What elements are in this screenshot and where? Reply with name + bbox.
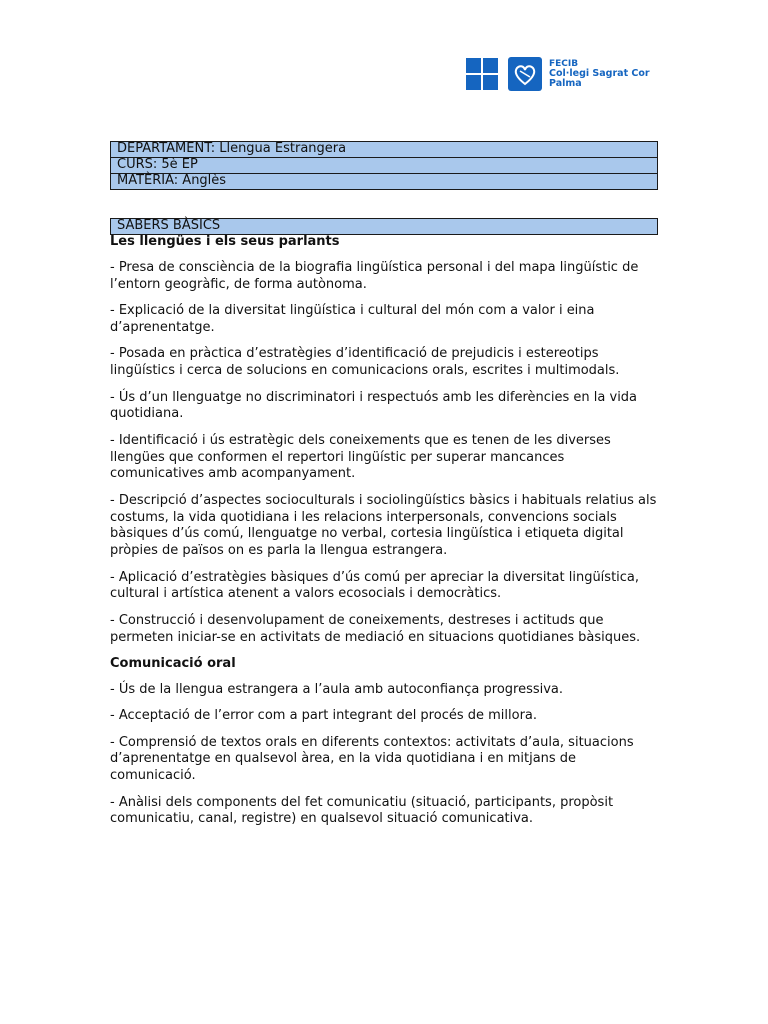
logo-line-fecib: FECIB: [549, 59, 579, 69]
list-item: - Ús d’un llenguatge no discriminatori i respectuós amb les diferències en la vida quotidiana.: [110, 389, 638, 422]
list-item: - Identificació i ús estratègic dels coneixements que es tenen de les diverses llengües que conformen el repertori lingüístic per superar mancances comunicatives amb acompanyament.: [110, 432, 611, 482]
list-item: - Construcció i desenvolupament de coneixements, destreses i actituds que permeten iniciar-se en activitats de mediació en situacions quotidianes bàsiques.: [110, 612, 641, 645]
list-item: - Aplicació d’estratègies bàsiques d’ús comú per apreciar la diversitat lingüística, cultural i artística atenent a valors ecosocials i democràtics.: [110, 569, 640, 602]
list-item: - Posada en pràctica d’estratègies d’identificació de prejudicis i estereotips lingüístics i cerca de solucions en comunicacions orals, escrites i multimodals.: [110, 346, 620, 379]
list-item: - Acceptació de l’error com a part integrant del procés de millora.: [110, 708, 538, 724]
section-title: Comunicació oral: [110, 655, 236, 671]
logo-line-city: Palma: [549, 78, 582, 89]
subject-cell: MATÈRIA: Anglès: [111, 174, 658, 190]
basic-knowledge-label: SABERS BÀSICS: [111, 219, 658, 235]
list-item: - Anàlisi dels components del fet comunicatiu (situació, participants, propòsit comunicatiu, canal, registre) en qualsevol situació comunicativa.: [110, 794, 614, 827]
list-item: - Comprensió de textos orals en diferents contextos: activitats d’aula, situacions d’aprenentatge en qualsevol àrea, en la vida quotidiana i en mitjans de comunicació.: [110, 734, 634, 784]
list-item: - Presa de consciència de la biografia lingüística personal i del mapa lingüístic de l’entorn geogràfic, de forma autònoma.: [110, 260, 639, 292]
sacred-heart-icon: [508, 57, 542, 91]
section-title: Les llengües i els seus parlants: [110, 234, 340, 249]
logo-line-school: Col·legi Sagrat Cor: [549, 68, 650, 79]
list-item: - Explicació de la diversitat lingüística i cultural del món com a valor i eina d’aprenentatge.: [110, 303, 595, 335]
school-logo: [466, 57, 650, 91]
fecib-squares-icon: [466, 58, 498, 90]
basic-knowledge-header: [110, 218, 658, 235]
logo-text: [549, 59, 650, 89]
course-info-table: [110, 141, 658, 190]
document-body: [110, 234, 658, 828]
course-cell: CURS: 5è EP: [111, 158, 658, 174]
list-item: - Descripció d’aspectes socioculturals i sociolingüístics bàsics i habituals relatius als costums, la vida quotidiana i les relacions interpersonals, convencions socials bàsiques d’ús comú, llenguatge no verbal, cortesia lingüística i etiqueta digital pròpies de països on es parla la llengua estrangera.: [110, 492, 657, 559]
department-cell: DEPARTAMENT: Llengua Estrangera: [111, 142, 658, 158]
list-item: - Ús de la llengua estrangera a l’aula amb autoconfiança progressiva.: [110, 681, 564, 697]
